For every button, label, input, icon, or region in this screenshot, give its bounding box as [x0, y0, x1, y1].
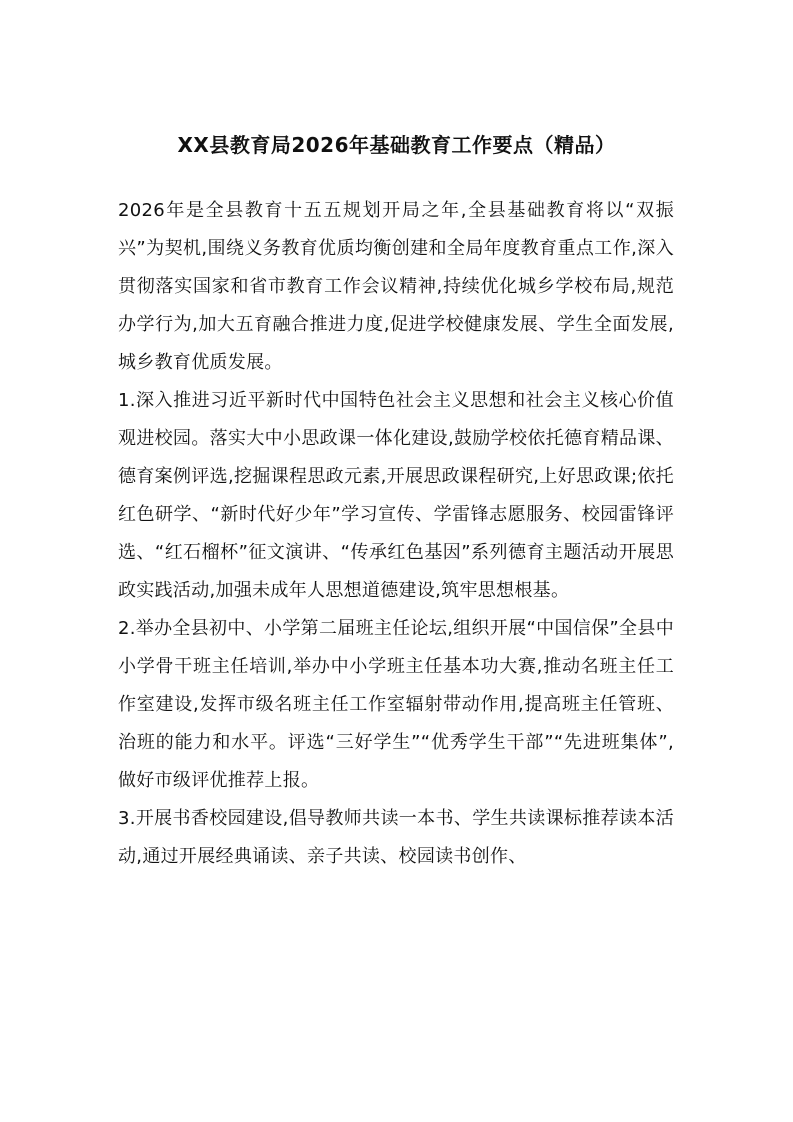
intro-paragraph: 2026年是全县教育十五五规划开局之年,全县基础教育将以“双振兴”为契机,围绕义务教育优质均衡创建和全局年度教育重点工作,深入贯彻落实国家和省市教育工作会议精神,持续优化城乡学校布局,规范办学行为,加大五育融合推进力度,促进学校健康发展、学生全面发展,城乡教育优质发展。: [118, 200, 674, 373]
document-body: [118, 192, 674, 876]
item-3-paragraph: 3.开展书香校园建设,倡导教师共读一本书、学生共读课标推荐读本活动,通过开展经典诵读、亲子共读、校园读书创作、: [118, 808, 674, 867]
document-title: XX县教育局2026年基础教育工作要点（精品）: [177, 133, 616, 157]
item-1-paragraph: 1.深入推进习近平新时代中国特色社会主义思想和社会主义核心价值观进校园。落实大中小思政课一体化建设,鼓励学校依托德育精品课、德育案例评选,挖掘课程思政元素,开展思政课程研究,上好思政课;依托红色研学、“新时代好少年”学习宣传、学雷锋志愿服务、校园雷锋评选、“红石榴杯”征文演讲、“传承红色基因”系列德育主题活动开展思政实践活动,加强未成年人思想道德建设,筑牢思想根基。: [118, 390, 674, 601]
item-2-paragraph: 2.举办全县初中、小学第二届班主任论坛,组织开展“中国信保”全县中小学骨干班主任培训,举办中小学班主任基本功大赛,推动名班主任工作室建设,发挥市级名班主任工作室辐射带动作用,提高班主任管班、治班的能力和水平。评选“三好学生”“优秀学生干部”“先进班集体”,做好市级评优推荐上报。: [118, 618, 674, 791]
